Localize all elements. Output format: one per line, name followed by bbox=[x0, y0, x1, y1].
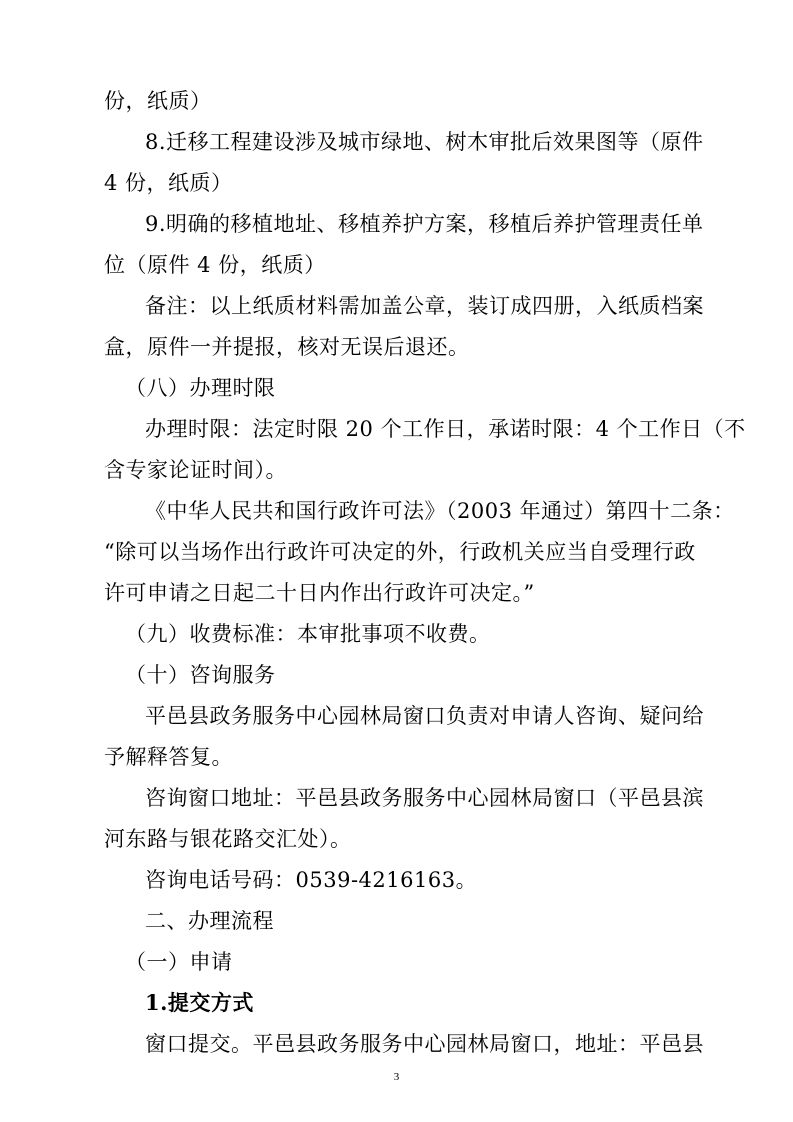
text-line-7: 盒，原件一并提报，核对无误后退还。 bbox=[104, 335, 470, 359]
text-line-18: 咨询窗口地址：平邑县政务服务中心园林局窗口（平邑县滨 bbox=[145, 786, 704, 810]
section-heading-9: （九）收费标准：本审批事项不收费。 bbox=[125, 622, 491, 646]
subsection-title-submit: 1.提交方式 bbox=[145, 990, 254, 1015]
text-line-1: 份，纸质） bbox=[104, 89, 212, 113]
text-line-24: 窗口提交。平邑县政务服务中心园林局窗口，地址：平邑县 bbox=[145, 1032, 704, 1056]
subsection-heading-1: （一）申请 bbox=[125, 950, 233, 974]
section-heading-8: （八）办理时限 bbox=[125, 376, 276, 400]
text-line-12: “除可以当场作出行政许可决定的外，行政机关应当自受理行政 bbox=[104, 540, 696, 564]
text-line-6: 备注：以上纸质材料需加盖公章，装订成四册，入纸质档案 bbox=[145, 294, 704, 318]
section-heading-10: （十）咨询服务 bbox=[125, 663, 276, 687]
section-heading-2: 二、办理流程 bbox=[145, 909, 274, 933]
text-line-17: 予解释答复。 bbox=[104, 745, 233, 769]
text-line-9: 办理时限：法定时限 20 个工作日，承诺时限：4 个工作日（不 bbox=[145, 417, 746, 441]
text-line-5: 位（原件 4 份，纸质） bbox=[104, 253, 326, 277]
text-line-2: 8.迁移工程建设涉及城市绿地、树木审批后效果图等（原件 bbox=[145, 130, 704, 154]
text-line-11: 《中华人民共和国行政许可法》（2003 年通过）第四十二条： bbox=[145, 499, 735, 523]
text-line-4: 9.明确的移植地址、移植养护方案，移植后养护管理责任单 bbox=[145, 212, 704, 236]
text-line-3: 4 份，纸质） bbox=[104, 171, 233, 195]
page-number: 3 bbox=[393, 1071, 400, 1083]
text-line-20: 咨询电话号码：0539-4216163。 bbox=[145, 868, 478, 892]
text-line-16: 平邑县政务服务中心园林局窗口负责对申请人咨询、疑问给 bbox=[145, 704, 704, 728]
text-line-19: 河东路与银花路交汇处）。 bbox=[104, 827, 352, 851]
text-line-13: 许可申请之日起二十日内作出行政许可决定。” bbox=[104, 581, 535, 605]
text-line-10: 含专家论证时间）。 bbox=[104, 458, 287, 482]
